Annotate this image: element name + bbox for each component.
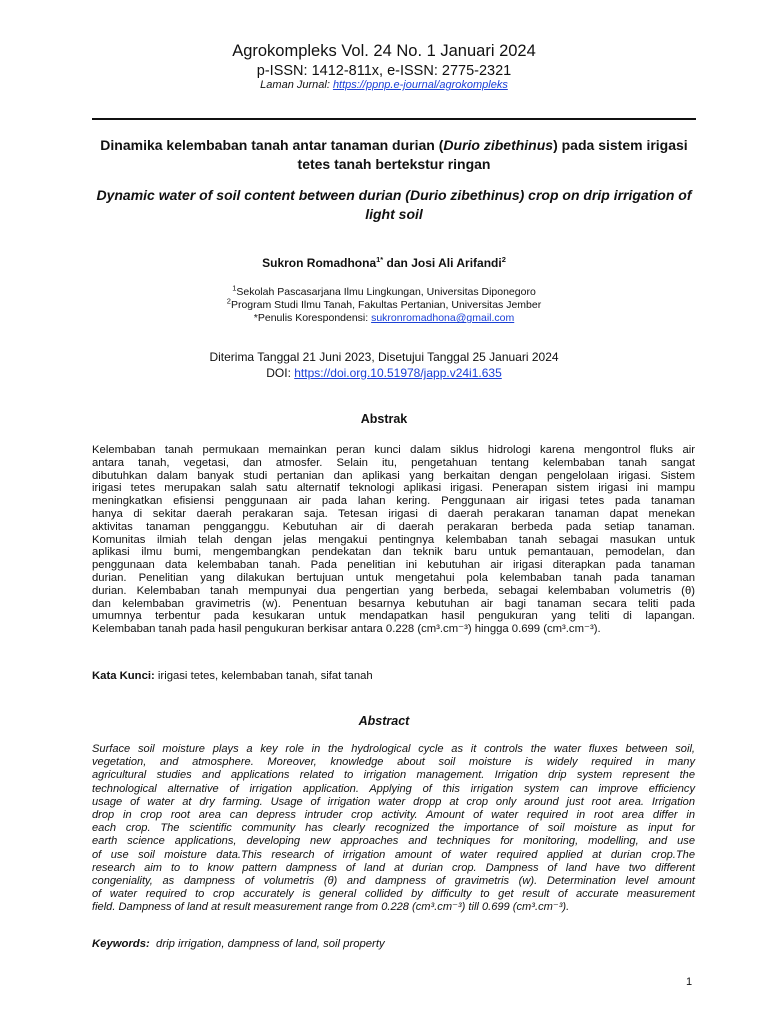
abstrak-body bbox=[92, 444, 695, 636]
abstrak-line: durian. Penelitian yang dilakukan bertujuan untuk mengetahui pola kelembaban tanah pada tanaman bbox=[92, 571, 695, 584]
title-english: Dynamic water of soil content between durian (Durio zibethinus) crop on drip irrigation of light soil bbox=[96, 187, 692, 222]
author-1-sup: 1* bbox=[376, 255, 384, 264]
abstract-line: vegetation, and atmosphere. Moreover, knowledge about soil moisture is widely required in many bbox=[92, 756, 695, 769]
abstrak-line: Komunitas ilmiah telah dengan jelas mengakui pentingnya kelembaban tanah sebagai masukan untuk bbox=[92, 533, 695, 546]
author-line bbox=[0, 256, 768, 270]
page-number: 1 bbox=[686, 976, 693, 988]
abstrak-line: irigasi tetes merupakan salah satu alternatif teknologi aplikasi irigasi. Penerapan sistem irigasi ini mampu bbox=[92, 482, 695, 495]
abstract-line: each crop. The scientific community has clearly recognized the importance of soil moisture as input for bbox=[92, 822, 695, 835]
issn-line: p-ISSN: 1412-811x, e-ISSN: 2775-2321 bbox=[256, 63, 512, 79]
abstract-line: research aim to to know pattern dampness of land at durian crop. Dampness of land have two different bbox=[92, 861, 695, 874]
author-2-sup: 2 bbox=[501, 255, 506, 264]
abstrak-line: durian. Kelembaban tanah mempunyai dua pengertian yang berbeda, sebagai kelembaban volumetris (θ) bbox=[92, 584, 695, 597]
abstrak-heading: Abstrak bbox=[360, 412, 408, 426]
abstrak-line: umumnya terbentur pada kesukaran untuk mendapatkan hasil pengukuran yang teliti di lapangan. bbox=[92, 610, 695, 623]
author-1: Sukron Romadhona bbox=[262, 256, 377, 270]
affiliation-1 bbox=[0, 283, 768, 298]
abstract-line: of use soil moisture data.This research of irrigation amount of water required applied at durian crop.The bbox=[92, 848, 695, 861]
abstract-line: of water required to crop accurately is general collided by difficulty to get result of accurate measurement bbox=[92, 888, 695, 901]
keywords-line bbox=[92, 938, 385, 950]
keywords-label: Keywords: bbox=[92, 938, 150, 950]
journal-title: Agrokompleks Vol. 24 No. 1 Januari 2024 bbox=[232, 42, 536, 60]
kata-kunci-values: irigasi tetes, kelembaban tanah, sifat tanah bbox=[154, 670, 373, 682]
abstract-line: usage of water at dry farming. Usage of irrigation water dropp at crop only around just root area. Irrigation bbox=[92, 795, 695, 808]
kata-kunci-label: Kata Kunci: bbox=[92, 670, 155, 682]
abstrak-line: antara tanah, vegetasi, dan atmosfer. Selain itu, pengetahuan tentang kelembaban tanah sangat bbox=[92, 456, 695, 469]
author-2: Josi Ali Arifandi bbox=[411, 256, 502, 270]
doi-label: DOI: bbox=[266, 366, 295, 380]
received-accepted-dates: Diterima Tanggal 21 Juni 2023, Disetujui Tanggal 25 Januari 2024 bbox=[209, 350, 559, 364]
abstrak-line: dan kelembaban gravimetris (w). Penentuan besarnya kebutuhan air bagi tanaman secara teliti pada bbox=[92, 597, 695, 610]
author-connector: dan bbox=[383, 256, 412, 270]
abstrak-line: aktivitas tanaman pengganggu. Kebutuhan air di daerah perakaran berbeda pada setiap tanaman. bbox=[92, 520, 695, 533]
correspondence-line bbox=[0, 312, 768, 324]
affiliation-2-sup: 2 bbox=[226, 296, 231, 306]
keywords-values: drip irrigation, dampness of land, soil property bbox=[149, 938, 385, 950]
abstrak-line: meningkatkan efisiensi penggunaan air pada lahan kering. Penggunaan air irigasi tetes pada tanaman bbox=[92, 495, 695, 508]
abstrak-line: Kelembaban tanah pada hasil pengukuran berkisar antara 0.228 (cm³.cm⁻³) hingga 0.699 (cm³.cm⁻³). bbox=[92, 623, 601, 636]
abstract-line: Surface soil moisture plays a key role in the hydrological cycle as it controls the water fluxes between soil, bbox=[92, 743, 695, 755]
abstrak-line: hanya di sekitar daerah perakaran saja. Tetesan irigasi di daerah perakaran tanaman dapat menekan bbox=[92, 507, 695, 520]
abstract-line: congeniality, as dampness of volumetris (θ) and dampness of gravimetris (w). Determination level amount bbox=[92, 875, 695, 888]
title-id-part1: Dinamika kelembaban tanah antar tanaman durian ( bbox=[100, 137, 444, 153]
abstrak-line: Kelembaban tanah permukaan memainkan peran kunci dalam siklus hidrologi karena mengontrol fluks air bbox=[92, 444, 695, 456]
affiliation-2 bbox=[0, 296, 768, 311]
abstract-line: agricultural studies and applications related to irrigation management. Irrigation drip system represent the bbox=[92, 769, 695, 782]
journal-url-line bbox=[0, 79, 768, 91]
correspondence-email-link[interactable]: sukronromadhona@gmail.com bbox=[371, 312, 515, 324]
abstract-line: drop in crop root area can depress intruder crop activity. Amount of water required in root area differ in bbox=[92, 809, 695, 822]
journal-url-label: Laman Jurnal: bbox=[260, 79, 333, 91]
title-indonesian bbox=[92, 136, 696, 174]
correspondence-label: *Penulis Korespondensi: bbox=[253, 312, 372, 324]
doi-link[interactable]: https://doi.org.10.51978/japp.v24i1.635 bbox=[294, 366, 502, 380]
abstrak-line: aplikasi ilmu bumi, mengembangkan pendekatan dan teknik baru untuk pemantauan, pemodelan, dan bbox=[92, 546, 695, 559]
title-id-part2: ) pada sistem irigasi tetes tanah bertekstur ringan bbox=[297, 137, 688, 172]
abstract-line: technological alternative of irrigation application. Applying of this irrigation system can improve efficiency bbox=[92, 782, 695, 795]
doi-line bbox=[0, 366, 768, 380]
affiliation-1-text: Sekolah Pascasarjana Ilmu Lingkungan, Universitas Diponegoro bbox=[236, 286, 536, 298]
abstract-line: field. Dampness of land at result measurement range from 0.228 (cm³.cm⁻³) till 0.699 (cm³.cm⁻³). bbox=[92, 901, 570, 914]
abstrak-line: penggunaan data kelembaban tanah. Pada penelitian ini kebutuhan air irigasi diterapkan pada tanaman bbox=[92, 559, 695, 572]
title-id-species: Durio zibethinus bbox=[443, 137, 554, 153]
abstrak-line: dibutuhkan dalam banyak studi pertanian dan aplikasi yang berkaitan dengan pengelolaan irigasi. Sistem bbox=[92, 469, 695, 482]
affiliation-2-text: Program Studi Ilmu Tanah, Fakultas Pertanian, Universitas Jember bbox=[230, 299, 542, 311]
abstract-body bbox=[92, 743, 695, 915]
abstract-heading: Abstract bbox=[358, 714, 410, 728]
journal-url-link[interactable]: https://ppnp.e-journal/agrokompleks bbox=[332, 79, 508, 91]
affiliation-1-sup: 1 bbox=[232, 283, 237, 293]
abstract-line: earth science applications, developing new approaches and techniques for monitoring, modelling, and use bbox=[92, 835, 695, 848]
kata-kunci-line bbox=[92, 670, 373, 682]
header-divider bbox=[92, 118, 696, 120]
